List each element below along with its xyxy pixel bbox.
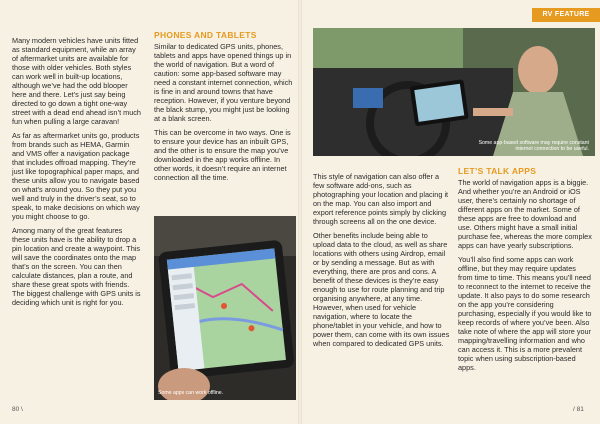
column-3 <box>313 172 451 353</box>
paragraph: As far as aftermarket units go, products from brands such as HEMA, Garmin and VMS offer a navigation package that includes offroad mapping. They’re just like topographical paper maps, and these units allow you to navigate based on what’s around you. So they put you well and truly in the driver’s seat, so to speak, to make decisions on which way you might choose to go. <box>12 131 140 221</box>
paragraph: Similar to dedicated GPS units, phones, tablets and apps have opened things up in the world of navigation. But a word of caution: some app-based software may need a constant internet connection, which is fine in and around towns that have reception. However, if you venture beyond the black stump, you might just be looking at a blank screen. <box>154 42 293 123</box>
section-heading: PHONES AND TABLETS <box>154 30 257 40</box>
photo-caption: Some app-based software may require constant internet connection to be useful. <box>478 140 589 152</box>
paragraph: This style of navigation can also offer a few software add-ons, such as photographing your location and placing it on the map. You can also import and export reference points simply by clicking through screens all on the one device. <box>313 172 449 226</box>
tablet-map-illustration <box>154 216 296 400</box>
column-4 <box>458 166 592 377</box>
column-1 <box>12 36 142 312</box>
page-number-left: 80 \ <box>12 406 23 413</box>
paragraph: This can be overcome in two ways. One is to ensure your device has an inbuilt GPS, and the other is to ensure the map you’ve downloaded in the app works offline. In other words, it doesn’t require an internet connection all the time. <box>154 128 291 182</box>
paragraph: Among many of the great features these units have is the ability to drop a pin location and create a waypoint. This will save the coordinates onto the map that’s on the screen. You can then calculate distances, plan a route, and share these great spots with friends. The biggest challenge with GPS units is deciding which unit is right for you. <box>12 226 141 307</box>
photo-man-in-car <box>313 28 595 156</box>
photo-tablet-map <box>154 216 296 400</box>
section-heading: LET’S TALK APPS <box>458 166 537 176</box>
spine-gutter <box>298 0 302 424</box>
column-2 <box>154 30 294 187</box>
paragraph: Many modern vehicles have units fitted as standard equipment, while an array of aftermarket units are available for those with older vehicles. Both styles can work well in built-up locations, although we’ve had the odd blooper here and there. Let’s just say being directed to go down a tight one-way street with a dead end ahead isn’t much fun when pulling a large caravan! <box>12 36 141 126</box>
page-number-right: / 81 <box>573 406 584 413</box>
paragraph: You’ll also find some apps can work offline, but they may require updates from time to time. This means you’ll need to reconnect to the internet to receive the update. It also pays to do some research on the app you’re considering purchasing, especially if you would like to keep records of where you’ve been. Also take note of where the app will store your mapping/travelling information and who can access it. This is a more prevalent topic when using subscription-based apps. <box>458 255 592 372</box>
photo-caption: Some apps can work offline. <box>158 390 224 396</box>
paragraph: Other benefits include being able to upload data to the cloud, as well as share locations with others using Airdrop, email or by sending a message. But as with everything, there are pros and cons. A benefit of these devices is they’re easy enough to use for route planning and trip organising anywhere, at any time. However, when used for vehicle navigation, where to locate the phone/tablet in your vehicle, and how to power them, can come with its own issues when compared to dedicated GPS units. <box>313 231 450 348</box>
car-interior-illustration <box>313 28 595 156</box>
section-tag: RV FEATURE <box>532 8 600 22</box>
paragraph: The world of navigation apps is a biggie. And whether you’re an Android or iOS user, there’s certainly no shortage of different apps on the market. Some of these apps are free to download and use. Others might have a small initial purchase fee, whereas the more complex apps can have yearly subscriptions. <box>458 178 592 250</box>
